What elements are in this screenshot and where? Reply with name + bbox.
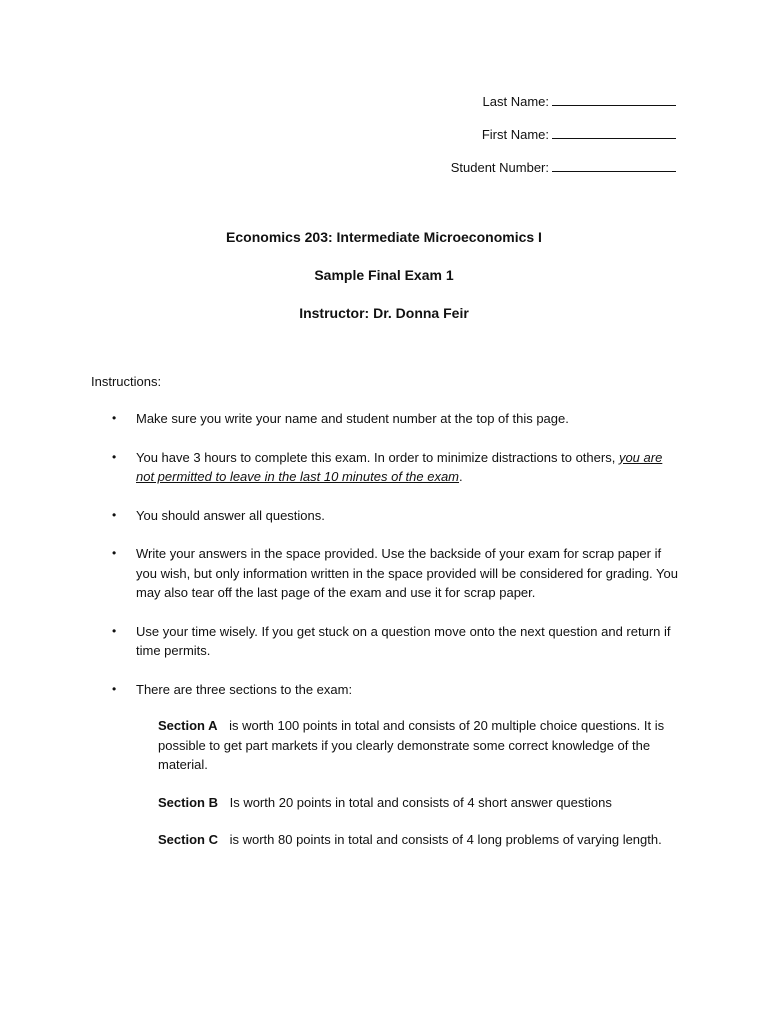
- bullet-icon: •: [112, 546, 117, 560]
- exam-sections: [158, 716, 683, 868]
- instruction-item: [112, 506, 682, 526]
- instruction-text: Use your time wisely. If you get stuck on a question move onto the next question and return if time permits.: [136, 623, 671, 658]
- instruction-text: Make sure you write your name and student number at the top of this page.: [136, 411, 569, 426]
- bullet-icon: •: [112, 449, 117, 464]
- exam-title-block: [0, 228, 768, 342]
- instruction-text: You should answer all questions.: [136, 507, 325, 523]
- section-b: [158, 793, 683, 813]
- instructions-heading: Instructions:: [91, 374, 162, 389]
- first-name-blank: [552, 126, 676, 139]
- section-c: [158, 830, 683, 850]
- course-title: Economics 203: Intermediate Microeconomics I: [226, 229, 542, 245]
- instruction-emphasis: you are not permitted to leave in the last 10 minutes of the exam: [136, 449, 663, 484]
- instruction-text: There are three sections to the exam:: [136, 681, 353, 697]
- student-number-row: [451, 159, 676, 192]
- section-a-description: is worth 100 points in total and consists of 20 multiple choice questions. It is possible to get part markets if you clearly demonstrate some correct knowledge of the material.: [158, 718, 665, 772]
- instruction-item: [112, 622, 682, 661]
- instructions-list: [112, 409, 682, 718]
- instruction-text-end: .: [459, 469, 463, 484]
- student-info-fields: [451, 93, 676, 192]
- bullet-icon: •: [112, 681, 117, 696]
- student-number-blank: [552, 159, 676, 172]
- instruction-item: [112, 544, 682, 603]
- section-a-name: Section A: [158, 718, 218, 733]
- section-c-description: is worth 80 points in total and consists of 4 long problems of varying length.: [229, 832, 662, 847]
- first-name-label: First Name:: [481, 127, 549, 142]
- bullet-icon: •: [112, 507, 117, 522]
- last-name-blank: [552, 93, 676, 106]
- section-b-name: Section B: [158, 794, 218, 810]
- last-name-label: Last Name:: [482, 94, 549, 109]
- instruction-item: [112, 409, 682, 429]
- section-c-name: Section C: [158, 832, 218, 847]
- exam-title: Sample Final Exam 1: [314, 267, 454, 283]
- section-b-description: Is worth 20 points in total and consists of 4 short answer questions: [229, 794, 612, 810]
- bullet-icon: •: [112, 411, 117, 425]
- section-a: [158, 716, 683, 775]
- instructor-title: Instructor: Dr. Donna Feir: [299, 305, 469, 321]
- instruction-item: [112, 680, 682, 700]
- instruction-text: You have 3 hours to complete this exam. In order to minimize distractions to others,: [136, 449, 616, 465]
- instruction-text: Write your answers in the space provided. Use the backside of your exam for scrap paper if you wish, but only information written in the space provided will be considered for grading. You may also tear off the last page of the exam and use it for scrap paper.: [136, 546, 678, 600]
- last-name-row: [451, 93, 676, 126]
- first-name-row: [451, 126, 676, 159]
- bullet-icon: •: [112, 623, 117, 638]
- student-number-label: Student Number:: [450, 160, 549, 175]
- instruction-item: [112, 448, 682, 487]
